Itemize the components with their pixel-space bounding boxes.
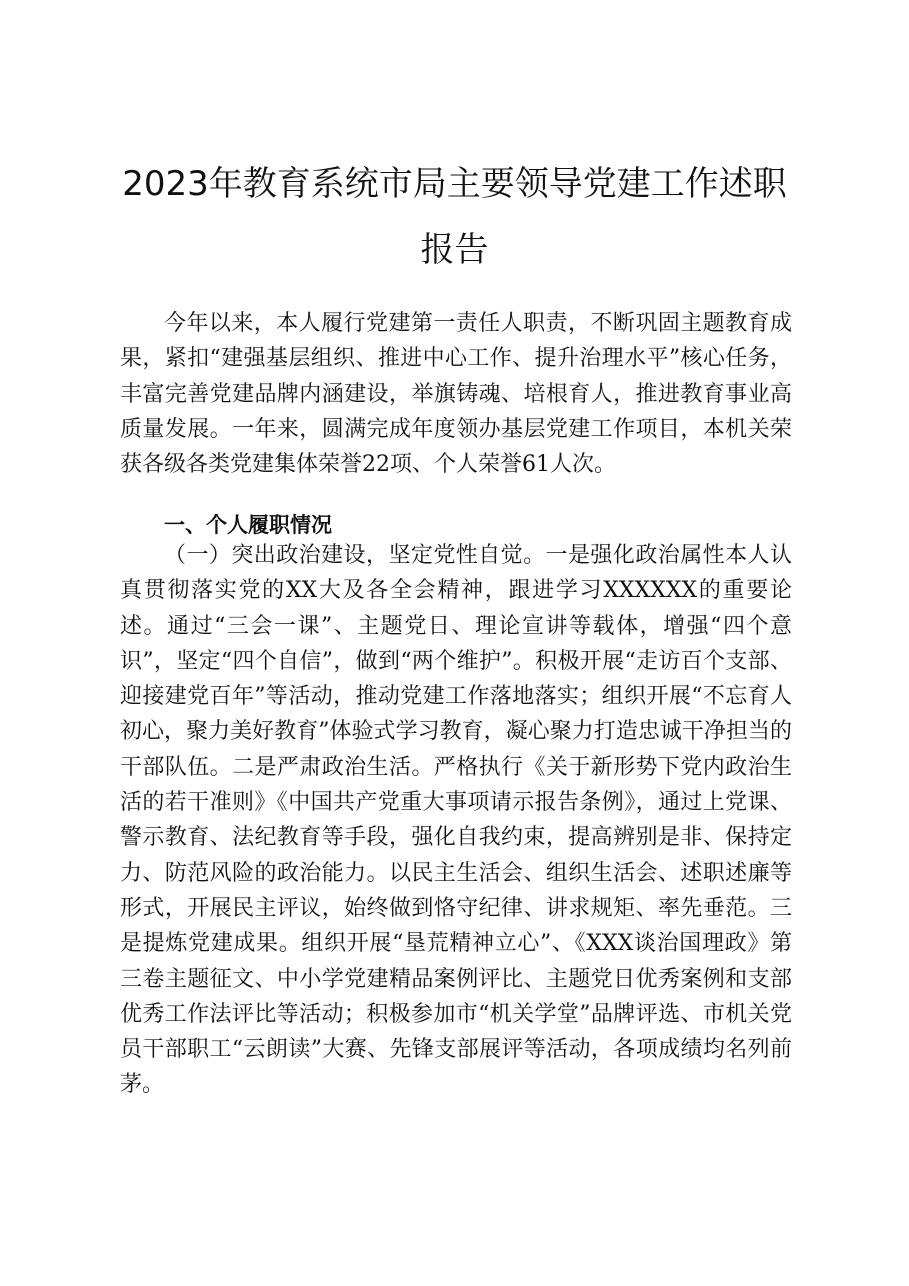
section1-paragraph-block [120,538,792,1103]
intro-paragraph-block [120,306,792,482]
document-title-line-1: 2023年教育系统市局主要领导党建工作述职 [122,164,787,204]
document-title-line-2: 报告 [420,230,489,270]
intro-paragraph: 今年以来，本人履行党建第一责任人职责，不断巩固主题教育成果，紧扣“建强基层组织、推进中心工作、提升治理水平”核心任务，丰富完善党建品牌内涵建设，举旗铸魂、培根育人，推进教育事业高质量发展。一年来，圆满完成年度领办基层党建工作项目，本机关荣获各级各类党建集体荣誉22项、个人荣誉61人次。 [120,311,792,478]
section1-paragraph: （一）突出政治建设，坚定党性自觉。一是强化政治属性本人认真贯彻落实党的XX大及各全会精神，跟进学习XXXXXX的重要论述。通过“三会一课”、主题党日、理论宣讲等载体，增强“四个意识”，坚定“四个自信”，做到“两个维护”。积极开展“走访百个支部、迎接建党百年”等活动，推动党建工作落地落实；组织开展“不忘育人初心，聚力美好教育”体验式学习教育，凝心聚力打造忠诚干净担当的干部队伍。二是严肃政治生活。严格执行《关于新形势下党内政治生活的若干准则》《中国共产党重大事项请示报告条例》，通过上党课、警示教育、法纪教育等手段，强化自我约束，提高辨别是非、保持定力、防范风险的政治能力。以民主生活会、组织生活会、述职述廉等形式，开展民主评议，始终做到恪守纪律、讲求规矩、率先垂范。三是提炼党建成果。组织开展“垦荒精神立心”、《XXX谈治国理政》第三卷主题征文、中小学党建精品案例评比、主题党日优秀案例和支部优秀工作法评比等活动；积极参加市“机关学堂”品牌评选、市机关党员干部职工“云朗读”大赛、先锋支部展评等活动，各项成绩均名列前茅。 [120,543,792,1098]
section-heading-text: 一、个人履职情况 [164,513,332,537]
